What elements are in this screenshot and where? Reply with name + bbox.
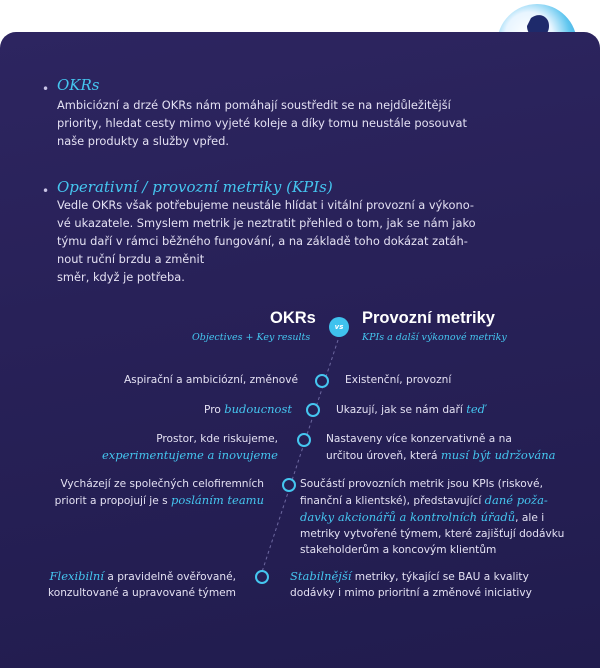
- row2-right-text: Ukazují, jak se nám daří teď: [336, 402, 486, 416]
- timeline-dot: [315, 374, 329, 388]
- section-title-kpis: Operativní / provozní metriky (KPIs): [57, 178, 333, 196]
- row5-right-text: Stabilnější metriky, týkající se BAU a kvality dodávky i mimo prioritní a změnové iniciativy: [290, 569, 532, 599]
- timeline-dot: [255, 570, 269, 584]
- row1-left-text: Aspirační a ambiciózní, změnové: [123, 374, 298, 386]
- row4-right-text: Součástí provozních metrik jsou KPIs (riskové, finanční a klientské), představující dané poža- davky akcionářů a kontrolních úřadů, ale i metriky vytvořené týmem, které zajišťují dodávku stakeholderům a koncovým klientům: [300, 478, 565, 556]
- row1-right-text: Existenční, provozní: [345, 374, 452, 386]
- row3-right-text: Nastaveny více konzervativně a na určitou úroveň, která musí být udržována: [326, 433, 556, 462]
- metrics-heading: Provozní metriky: [362, 309, 495, 327]
- vs-badge: vs: [329, 317, 349, 337]
- section-body-kpis: Vedle OKRs však potřebujeme neustále hlídat i vitální provozní a výkono- vé ukazatele. Smyslem metrik je neztratit přehled o tom, jak se nám jako týmu daří v rámci běžného fungování, a na základě toho dokázat zatáh- nout ruční brzdu a změnit směr, když je potřeba.: [57, 198, 476, 284]
- row5-left-text: Flexibilní a pravidelně ověřované, konzultované a upravované týmem: [47, 569, 236, 599]
- bullet-icon: •: [42, 82, 50, 96]
- timeline-dot: [297, 433, 311, 447]
- okrs-heading: OKRs: [270, 309, 316, 327]
- section-title-okrs: OKRs: [57, 76, 100, 94]
- bullet-icon: •: [42, 184, 50, 198]
- row2-left-text: Pro budoucnost: [204, 402, 292, 416]
- section-body-okrs: Ambiciózní a drzé OKRs nám pomáhají soustředit se na nejdůležitější priority, hledat cesty mimo vyjeté koleje a díky tomu neustále posouvat naše produkty a služby vpřed.: [57, 98, 467, 148]
- row4-left-text: Vycházejí ze společných celofiremních priorit a propojují je s posláním teamu: [54, 478, 264, 507]
- metrics-subheading: KPIs a další výkonové metriky: [362, 332, 507, 343]
- timeline-dot: [282, 478, 296, 492]
- okrs-subheading: Objectives + Key results: [192, 332, 311, 343]
- row3-left-text: Prostor, kde riskujeme, experimentujeme a inovujeme: [101, 433, 278, 462]
- timeline-dot: [306, 403, 320, 417]
